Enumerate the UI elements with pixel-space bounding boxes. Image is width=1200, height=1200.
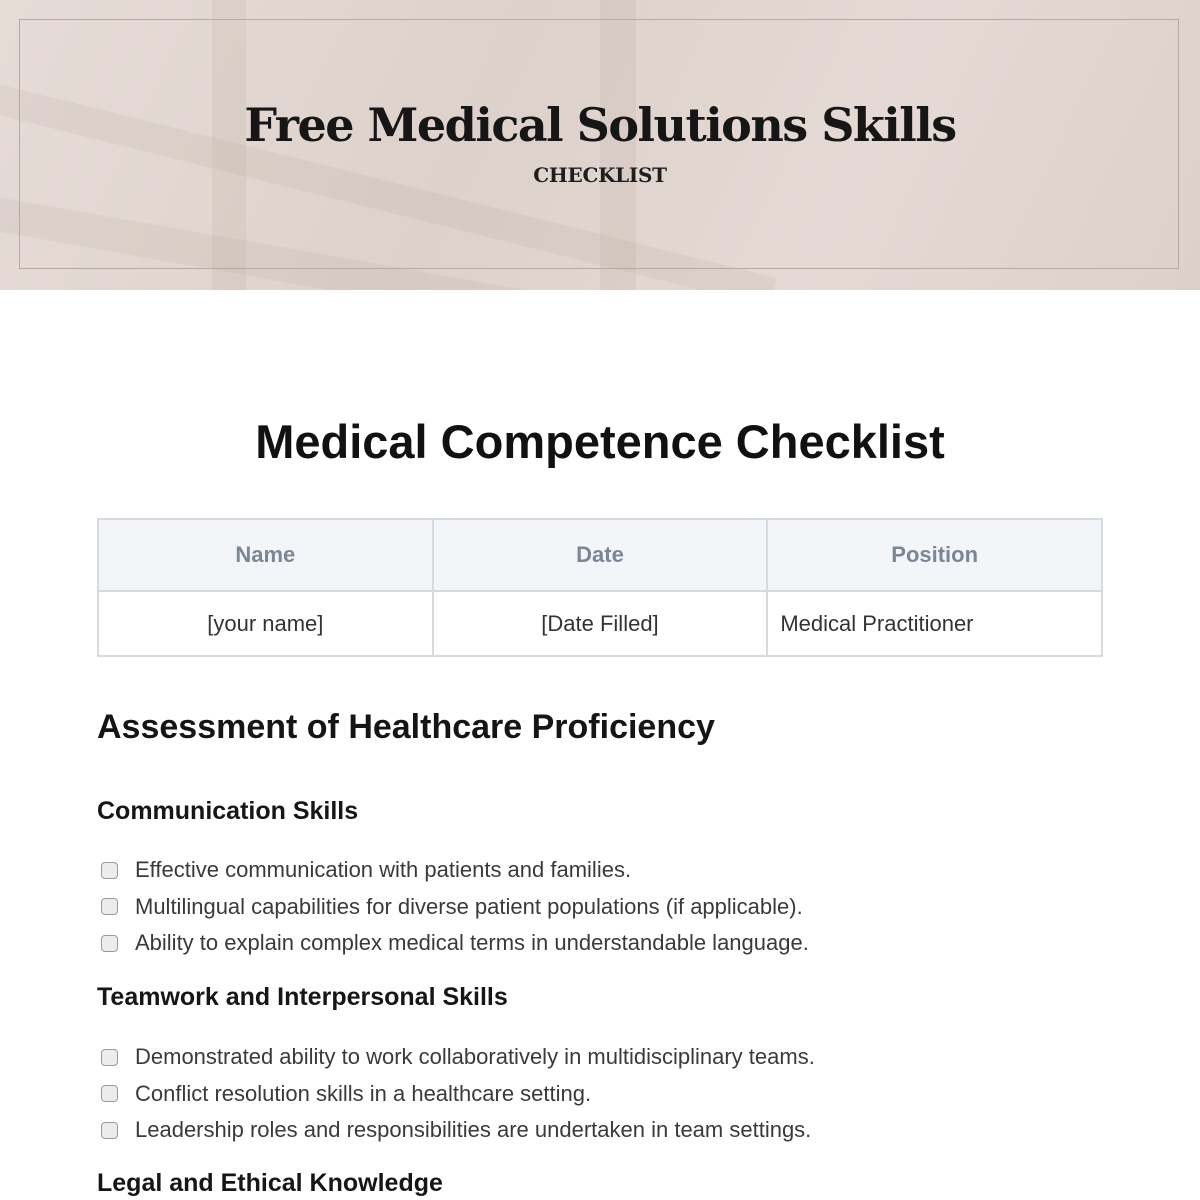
banner-subtitle: CHECKLIST xyxy=(533,163,667,187)
header-name: Name xyxy=(98,519,433,591)
checkbox[interactable] xyxy=(101,1085,118,1102)
checkbox[interactable] xyxy=(101,862,118,879)
checkbox[interactable] xyxy=(101,935,118,952)
banner-title: Free Medical Solutions Skills xyxy=(244,98,956,152)
section-heading-teamwork: Teamwork and Interpersonal Skills xyxy=(97,983,508,1011)
header-date: Date xyxy=(433,519,768,591)
checklist-communication xyxy=(101,852,809,962)
item-text: Multilingual capabilities for diverse patient populations (if applicable). xyxy=(135,893,803,919)
list-item xyxy=(101,925,809,962)
info-table xyxy=(97,518,1103,657)
list-item xyxy=(101,1039,815,1076)
info-table-value-row xyxy=(98,591,1102,656)
list-item xyxy=(101,889,809,926)
item-text: Conflict resolution skills in a healthcare setting. xyxy=(135,1080,592,1106)
section-heading-legal: Legal and Ethical Knowledge xyxy=(97,1169,443,1197)
checkbox[interactable] xyxy=(101,1049,118,1066)
header-banner xyxy=(0,0,1200,290)
item-text: Leadership roles and responsibilities are undertaken in team settings. xyxy=(135,1117,812,1143)
checkbox[interactable] xyxy=(101,1122,118,1139)
checklist-teamwork xyxy=(101,1039,815,1149)
item-text: Effective communication with patients and families. xyxy=(135,857,632,883)
name-value[interactable]: [your name] xyxy=(98,591,433,656)
item-text: Ability to explain complex medical terms in understandable language. xyxy=(135,930,809,956)
list-item xyxy=(101,852,809,889)
section-heading-communication: Communication Skills xyxy=(97,797,359,825)
assessment-title: Assessment of Healthcare Proficiency xyxy=(97,708,715,746)
list-item xyxy=(101,1112,815,1149)
list-item xyxy=(101,1076,815,1113)
date-value[interactable]: [Date Filled] xyxy=(433,591,768,656)
checkbox[interactable] xyxy=(101,898,118,915)
position-value[interactable]: Medical Practitioner xyxy=(767,591,1102,656)
header-position: Position xyxy=(767,519,1102,591)
item-text: Demonstrated ability to work collaboratively in multidisciplinary teams. xyxy=(135,1044,815,1070)
info-table-header-row xyxy=(98,519,1102,591)
document-title: Medical Competence Checklist xyxy=(255,415,945,468)
